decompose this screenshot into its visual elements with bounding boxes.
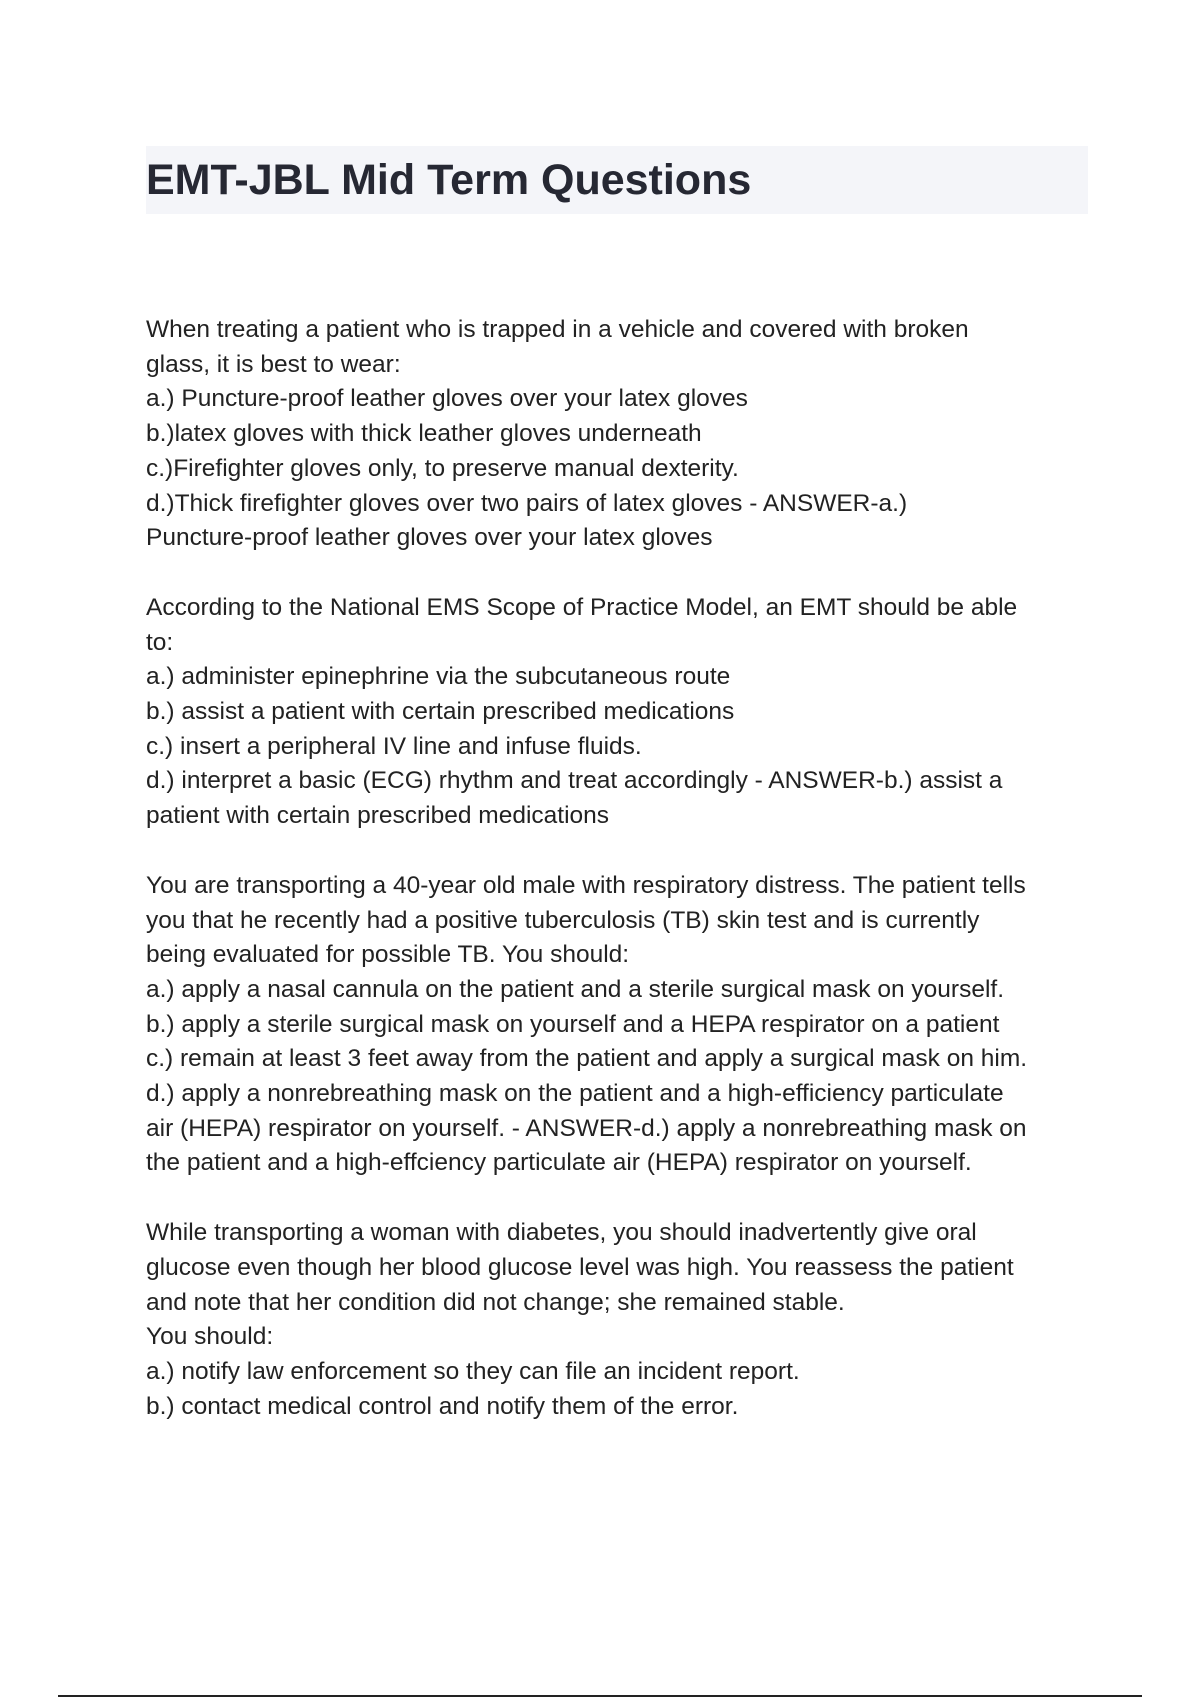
question-block bbox=[146, 591, 1096, 834]
question-text-line: According to the National EMS Scope of Practice Model, an EMT should be able bbox=[146, 593, 1018, 621]
answer-option: a.) administer epinephrine via the subcutaneous route bbox=[146, 663, 731, 691]
document-title: EMT-JBL Mid Term Questions bbox=[146, 156, 752, 204]
answer-key-line: patient with certain prescribed medications bbox=[146, 802, 610, 830]
answer-option: d.) apply a nonrebreathing mask on the patient and a high-efficiency particulate bbox=[146, 1080, 1004, 1108]
answer-option: d.) interpret a basic (ECG) rhythm and treat accordingly - ANSWER-b.) assist a bbox=[146, 767, 1003, 795]
answer-option: a.) Puncture-proof leather gloves over your latex gloves bbox=[146, 385, 748, 413]
answer-option: a.) apply a nasal cannula on the patient and a sterile surgical mask on yourself. bbox=[146, 975, 1005, 1003]
question-text-line: you that he recently had a positive tuberculosis (TB) skin test and is currently bbox=[146, 906, 980, 934]
question-text-line: glass, it is best to wear: bbox=[146, 350, 401, 378]
answer-option: d.)Thick firefighter gloves over two pairs of latex gloves - ANSWER-a.) bbox=[146, 489, 908, 517]
question-block bbox=[146, 869, 1096, 1181]
question-text-line: glucose even though her blood glucose level was high. You reassess the patient bbox=[146, 1253, 1014, 1281]
question-block bbox=[146, 1216, 1096, 1424]
answer-option: a.) notify law enforcement so they can file an incident report. bbox=[146, 1357, 800, 1385]
answer-option: c.)Firefighter gloves only, to preserve manual dexterity. bbox=[146, 454, 739, 482]
footer-rule bbox=[58, 1695, 1142, 1697]
title-band bbox=[146, 146, 1088, 214]
question-text-line: While transporting a woman with diabetes, you should inadvertently give oral bbox=[146, 1219, 977, 1247]
question-text-line: You are transporting a 40-year old male with respiratory distress. The patient tells bbox=[146, 871, 1026, 899]
answer-option: b.) assist a patient with certain prescribed medications bbox=[146, 698, 735, 726]
question-text-line: to: bbox=[146, 628, 174, 656]
answer-option: b.) contact medical control and notify them of the error. bbox=[146, 1392, 739, 1420]
answer-option: b.)latex gloves with thick leather gloves underneath bbox=[146, 420, 702, 448]
answer-option: b.) apply a sterile surgical mask on yourself and a HEPA respirator on a patient bbox=[146, 1010, 1000, 1038]
question-text-line: being evaluated for possible TB. You should: bbox=[146, 941, 630, 969]
answer-key-line: the patient and a high-effciency particulate air (HEPA) respirator on yourself. bbox=[146, 1149, 972, 1177]
question-list bbox=[146, 313, 1096, 1459]
question-text-line: When treating a patient who is trapped in a vehicle and covered with broken bbox=[146, 316, 969, 343]
answer-option: c.) insert a peripheral IV line and infuse fluids. bbox=[146, 732, 642, 760]
question-text-line: You should: bbox=[146, 1323, 274, 1351]
answer-option: c.) remain at least 3 feet away from the patient and apply a surgical mask on him. bbox=[146, 1045, 1028, 1073]
answer-key-line: Puncture-proof leather gloves over your latex gloves bbox=[146, 524, 713, 552]
question-text-line: and note that her condition did not change; she remained stable. bbox=[146, 1288, 845, 1316]
answer-key-line: air (HEPA) respirator on yourself. - ANSWER-d.) apply a nonrebreathing mask on bbox=[146, 1114, 1027, 1142]
question-block bbox=[146, 313, 1096, 556]
